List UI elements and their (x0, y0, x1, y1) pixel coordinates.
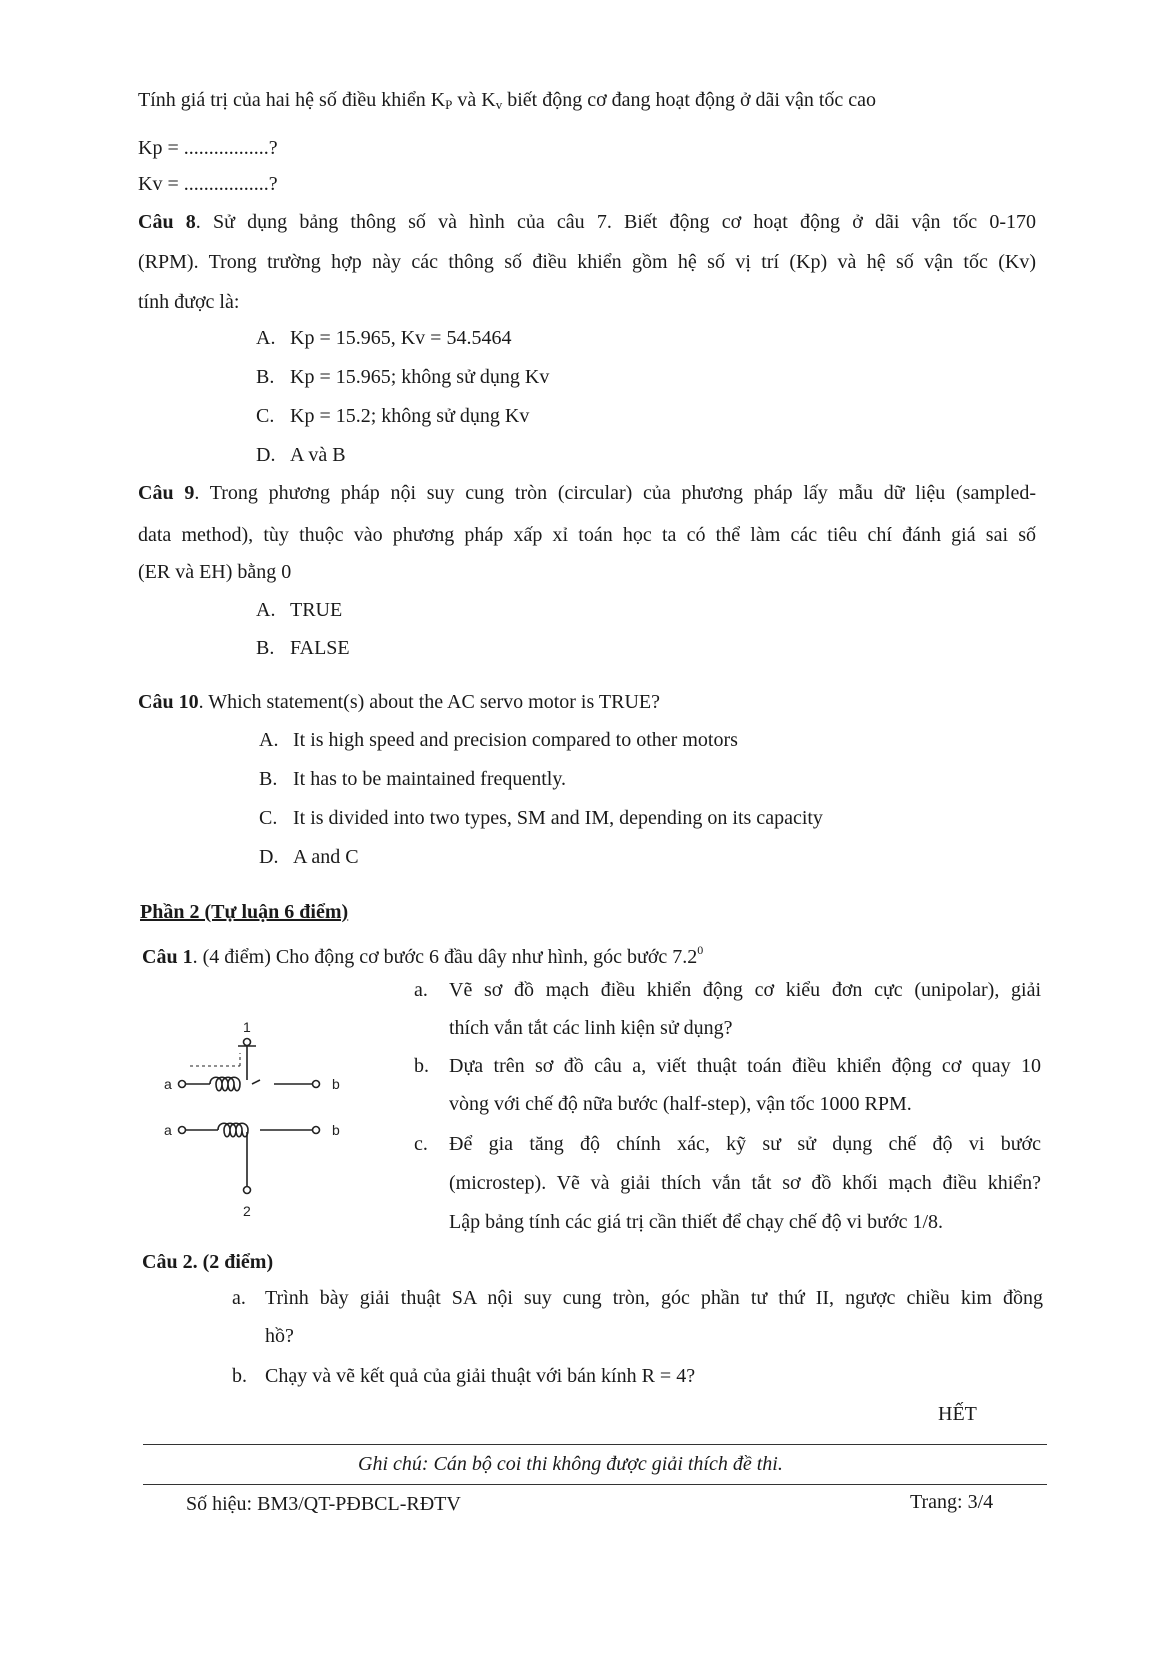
kp-subscript: P (445, 97, 453, 112)
option-text: TRUE (290, 599, 343, 621)
p2-q1-item-b-line1: Dựa trên sơ đồ câu a, viết thuật toán điều khiển động cơ quay 10 (449, 1055, 1041, 1077)
p2-q1-line (142, 938, 703, 969)
kp-blank: Kp = .................? (138, 137, 278, 159)
q10-option-c[interactable] (259, 806, 823, 830)
option-letter: C. (256, 405, 275, 427)
p2-q2-item-b-line1: Chạy và vẽ kết quả của giải thuật với bán kính R = 4? (265, 1365, 696, 1387)
option-letter: C. (259, 807, 278, 829)
end-mark: HẾT (938, 1403, 977, 1425)
part2-heading: Phần 2 (Tự luận 6 điểm) (140, 901, 349, 923)
intro-line (138, 88, 876, 117)
p2-q1-label: Câu 1 (142, 946, 193, 968)
q10-label: Câu 10 (138, 691, 199, 713)
kv-subscript: v (495, 97, 503, 112)
page-number: Trang: 3/4 (910, 1491, 994, 1513)
q10-line (138, 690, 660, 714)
option-text: Kp = 15.965, Kv = 54.5464 (290, 327, 512, 349)
option-letter: D. (256, 444, 276, 466)
option-text: It has to be maintained frequently. (293, 768, 567, 790)
q9-text-1: . Trong phương pháp nội suy cung tròn (circular) của phương pháp lấy mẫu dữ liệu (sampled- (194, 482, 1036, 504)
p2-q1-item-c-line1: Để gia tăng độ chính xác, kỹ sư sử dụng chế độ vi bước (449, 1133, 1041, 1155)
p2-q1-item-a-letter: a. (414, 979, 428, 1001)
q9-line-2: data method), tùy thuộc vào phương pháp xấp xỉ toán học ta có thể làm các tiêu chí đánh giá sai số (138, 524, 1036, 546)
q8-label: Câu 8 (138, 211, 196, 233)
p2-q1-item-b-letter: b. (414, 1055, 429, 1077)
q8-line-2: (RPM). Trong trường hợp này các thông số điều khiển gồm hệ số vị trí (Kp) và hệ số vận tốc (Kv) (138, 251, 1036, 273)
q8-line-1 (138, 210, 1036, 234)
intro-text-c: và K (452, 89, 496, 111)
footer-divider-top (143, 1444, 1047, 1445)
q9-line-1 (138, 481, 1036, 505)
q9-line-3: (ER và EH) bằng 0 (138, 561, 292, 583)
p2-q2-label: Câu 2. (2 điểm) (142, 1251, 274, 1273)
fig-label-2: 2 (243, 1203, 251, 1219)
option-letter: B. (256, 637, 275, 659)
p2-q1-item-a-line1: Vẽ sơ đồ mạch điều khiển động cơ kiểu đơn cực (unipolar), giải (449, 979, 1041, 1001)
p2-q1-item-b-line2: vòng với chế độ nữa bước (half-step), vận tốc 1000 RPM. (449, 1093, 912, 1115)
kv-blank: Kv = .................? (138, 173, 278, 195)
q8-option-b[interactable] (256, 365, 549, 389)
q8-option-c[interactable] (256, 404, 529, 428)
option-text: A và B (290, 444, 346, 466)
option-letter: A. (259, 729, 279, 751)
option-letter: B. (256, 366, 275, 388)
option-letter: D. (259, 846, 279, 868)
option-text: Kp = 15.2; không sử dụng Kv (290, 405, 530, 427)
option-text: A and C (293, 846, 359, 868)
intro-text-e: biết động cơ đang hoạt động ở dãi vận tốc cao (502, 89, 877, 111)
q9-option-a[interactable] (256, 598, 342, 622)
option-letter: B. (259, 768, 278, 790)
p2-q2-item-b-letter: b. (232, 1365, 247, 1387)
p2-q2-item-a-letter: a. (232, 1287, 246, 1309)
p2-q2-item-a-line2: hồ? (265, 1325, 294, 1347)
footer-divider-bottom (143, 1484, 1047, 1485)
p2-q1-text: . (4 điểm) Cho động cơ bước 6 đầu dây như hình, góc bước 7.2 (192, 946, 698, 968)
q9-option-b[interactable] (256, 636, 350, 660)
fig-label-b-upper: b (332, 1076, 340, 1092)
p2-q1-item-a-line2: thích vắn tắt các linh kiện sử dụng? (449, 1017, 733, 1039)
p2-q1-item-c-line2: (microstep). Vẽ và giải thích vắn tắt sơ đồ khối mạch điều khiển? (449, 1172, 1041, 1194)
option-letter: A. (256, 599, 276, 621)
intro-text-a: Tính giá trị của hai hệ số điều khiển K (138, 89, 446, 111)
q10-option-b[interactable] (259, 767, 566, 791)
fig-label-1: 1 (243, 1019, 251, 1035)
q8-line-3: tính được là: (138, 291, 240, 313)
degree-superscript: 0 (697, 943, 704, 957)
option-text: It is high speed and precision compared to other motors (293, 729, 738, 751)
q8-text-1: . Sử dụng bảng thông số và hình của câu 7. Biết động cơ hoạt động ở dãi vận tốc 0-170 (195, 211, 1036, 233)
q10-option-a[interactable] (259, 728, 738, 752)
p2-q2-item-a-line1: Trình bày giải thuật SA nội suy cung tròn, góc phần tư thứ II, ngược chiều kim đồng (265, 1287, 1043, 1309)
q10-option-d[interactable] (259, 845, 359, 869)
option-letter: A. (256, 327, 276, 349)
q10-text: . Which statement(s) about the AC servo motor is TRUE? (198, 691, 660, 713)
fig-label-b-lower: b (332, 1122, 340, 1138)
option-text: It is divided into two types, SM and IM, depending on its capacity (293, 807, 823, 829)
fig-label-a-lower: a (164, 1122, 172, 1138)
fig-label-a-upper: a (164, 1076, 172, 1092)
p2-q1-item-c-line3: Lập bảng tính các giá trị cần thiết để chạy chế độ vi bước 1/8. (449, 1211, 944, 1233)
q9-label: Câu 9 (138, 482, 195, 504)
q8-option-a[interactable] (256, 326, 511, 350)
option-text: FALSE (290, 637, 350, 659)
q8-option-d[interactable] (256, 443, 346, 467)
p2-q1-item-c-letter: c. (414, 1133, 428, 1155)
option-text: Kp = 15.965; không sử dụng Kv (290, 366, 550, 388)
stepper-motor-figure (150, 1008, 380, 1223)
footer-note: Ghi chú: Cán bộ coi thi không được giải thích đề thi. (358, 1453, 783, 1475)
doc-code: Số hiệu: BM3/QT-PĐBCL-RĐTV (186, 1493, 461, 1515)
